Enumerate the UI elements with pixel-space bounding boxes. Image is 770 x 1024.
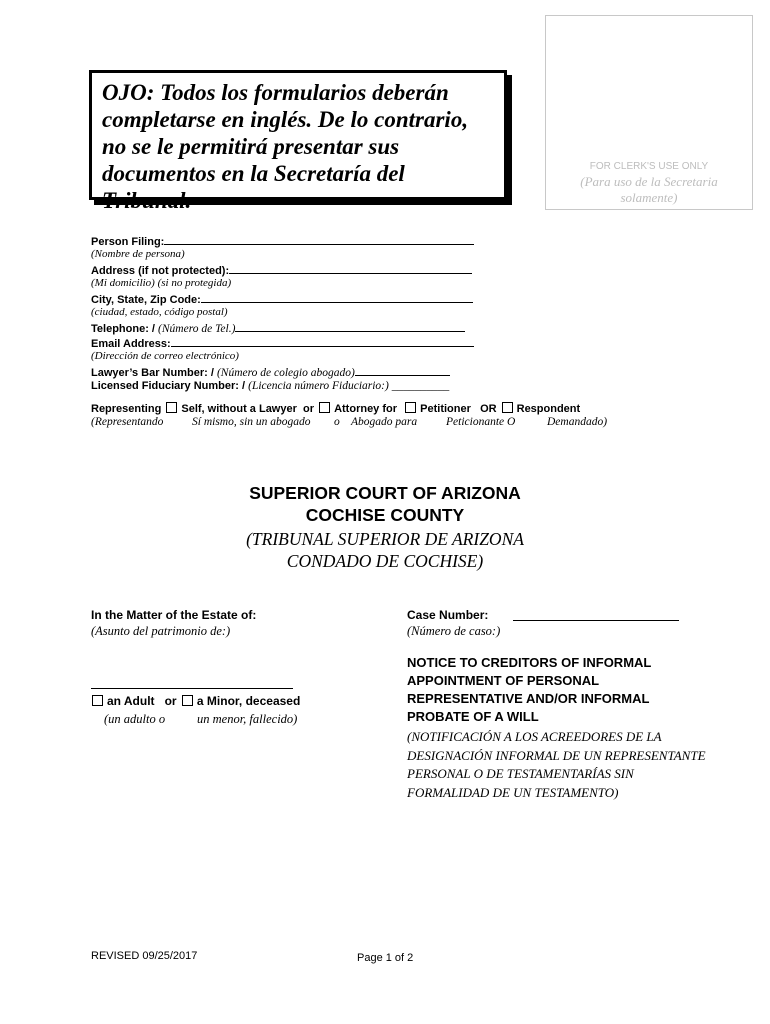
representing-label: Representing — [91, 403, 162, 415]
email-field[interactable] — [171, 335, 474, 347]
notice-title: NOTICE TO CREDITORS OF INFORMAL APPOINTMENT OF PERSONAL REPRESENTATIVE AND/OR INFORMAL PROBATE OF A WILL — [407, 655, 652, 724]
adult-minor-or: or — [164, 694, 177, 708]
ojo-notice-text: OJO: Todos los formularios deberán completarse en inglés. De lo contrario, no se le permitirá presentar sus documentos en la Secretaría del Tribunal. — [102, 80, 469, 213]
or-label-2: OR — [480, 403, 497, 415]
respondent-checkbox[interactable] — [502, 402, 513, 413]
county-title-es: CONDADO DE COCHISE) — [286, 551, 484, 571]
telephone-es: (Número de Tel.) — [158, 323, 236, 335]
person-filing-label: Person Filing: — [91, 236, 165, 248]
notice-title-es: (NOTIFICACIÓN A LOS ACREEDORES DE LA DESIGNACIÓN INFORMAL DE UN REPRESENTANTE PERSONAL O DE TESTAMENTARÍAS SIN FORMALIDAD DE UN TESTAMENTO) — [407, 729, 706, 800]
minor-option-label: a Minor, deceased — [196, 694, 301, 708]
person-filing-es: (Nombre de persona) — [91, 248, 185, 260]
attorney-checkbox[interactable] — [319, 402, 330, 413]
bar-number-es: (Número de colegio abogado) — [216, 367, 355, 379]
attorney-es: Abogado para — [351, 416, 418, 428]
minor-checkbox[interactable] — [182, 695, 193, 706]
adult-checkbox[interactable] — [92, 695, 103, 706]
representing-row — [91, 402, 580, 416]
clerk-use-label: FOR CLERK'S USE ONLY — [589, 161, 709, 172]
fiduciary-label: Licensed Fiduciary Number: / — [91, 380, 246, 392]
fiduciary-row — [91, 379, 449, 393]
email-label: Email Address: — [91, 338, 171, 350]
bar-number-row — [91, 364, 450, 380]
adult-minor-row — [90, 693, 300, 709]
telephone-field[interactable] — [235, 320, 465, 332]
bar-number-label: Lawyer’s Bar Number: / — [91, 367, 214, 379]
address-label: Address (if not protected): — [91, 265, 230, 277]
case-number-label-es: (Número de caso:) — [407, 624, 501, 638]
court-title: SUPERIOR COURT OF ARIZONA — [249, 483, 521, 503]
petitioner-checkbox[interactable] — [405, 402, 416, 413]
respondent-es: Demandado) — [547, 416, 608, 428]
adult-option-label: an Adult — [107, 694, 155, 708]
self-es: Sí mismo, sin un abogado — [192, 416, 311, 428]
revised-date: REVISED 09/25/2017 — [91, 950, 198, 962]
bar-number-field[interactable] — [355, 364, 450, 376]
page-number: Page 1 of 2 — [357, 952, 414, 964]
telephone-row — [91, 320, 465, 336]
adult-es: (un adulto o — [104, 712, 166, 726]
ojo-notice-box — [89, 70, 507, 213]
fiduciary-es: (Licencia número Fiduciario:) __________ — [248, 380, 450, 392]
o-es: o — [334, 416, 340, 428]
case-number-field[interactable] — [513, 620, 679, 621]
respondent-option-label: Respondent — [516, 403, 581, 415]
minor-es: un menor, fallecido) — [197, 712, 298, 726]
email-es: (Dirección de correo electrónico) — [91, 350, 239, 362]
city-es: (ciudad, estado, código postal) — [91, 306, 228, 318]
self-option-label: Self, without a Lawyer — [181, 403, 297, 415]
case-number-label: Case Number: — [407, 608, 489, 622]
city-field[interactable] — [201, 291, 473, 303]
petitioner-es: Peticionante O — [446, 416, 516, 428]
county-title: COCHISE COUNTY — [305, 505, 465, 525]
address-es: (Mi domicilio) (si no protegida) — [91, 277, 232, 289]
petitioner-option-label: Petitioner — [420, 403, 471, 415]
estate-name-field[interactable] — [91, 688, 293, 689]
matter-label-es: (Asunto del patrimonio de:) — [91, 624, 231, 638]
person-filing-field[interactable] — [164, 233, 474, 245]
matter-label: In the Matter of the Estate of: — [91, 608, 257, 622]
attorney-option-label: Attorney for — [334, 403, 398, 415]
address-field[interactable] — [229, 262, 472, 274]
clerk-use-label-es: (Para uso de la Secretaria solamente) — [580, 174, 718, 205]
city-label: City, State, Zip Code: — [91, 294, 201, 306]
representando-es: (Representando — [91, 416, 164, 428]
or-label: or — [303, 403, 315, 415]
self-checkbox[interactable] — [166, 402, 177, 413]
clerk-use-box — [545, 15, 753, 210]
telephone-label: Telephone: / — [91, 323, 155, 335]
court-title-es: (TRIBUNAL SUPERIOR DE ARIZONA — [246, 529, 524, 549]
